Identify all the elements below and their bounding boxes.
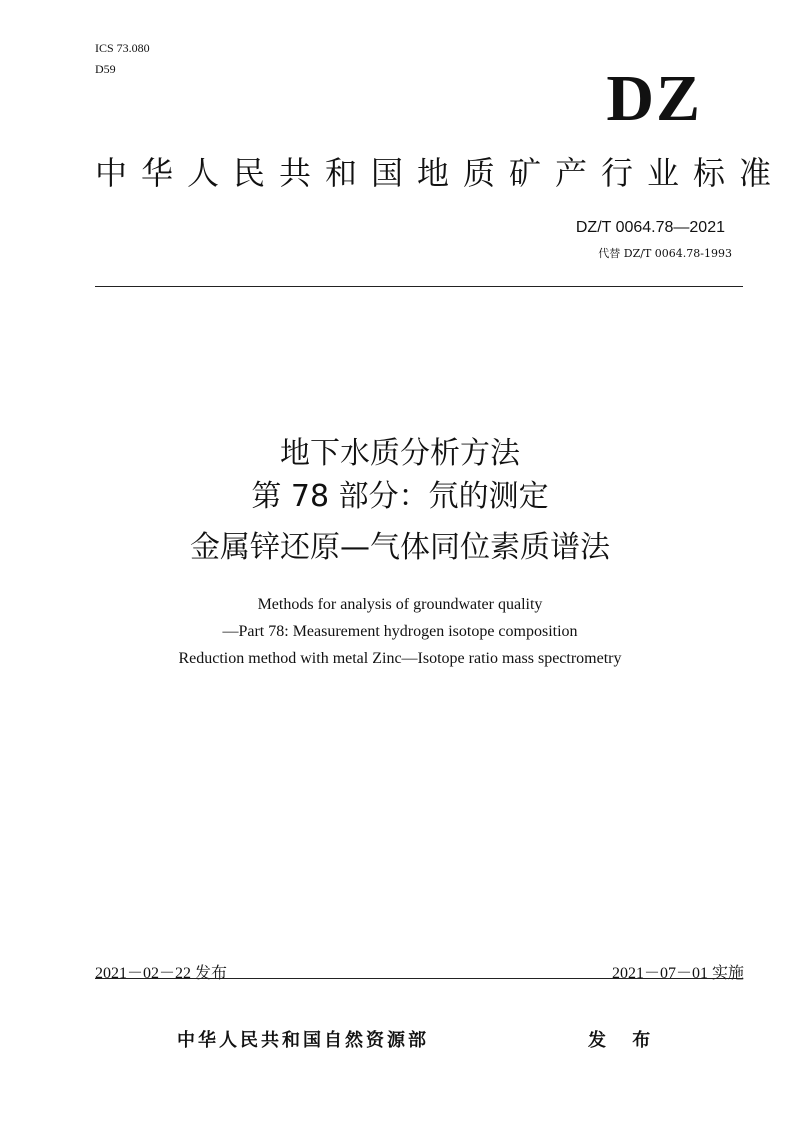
title-en-line-2: —Part 78: Measurement hydrogen isotope composition — [222, 623, 578, 640]
title-en-line-3: Reduction method with metal Zinc—Isotope ratio mass spectrometry — [178, 650, 622, 667]
dz-logo: DZ — [606, 62, 702, 135]
implement-date: 2021－07－01 实施 — [611, 965, 744, 982]
header-divider — [95, 286, 743, 287]
title-cn-line-3: 金属锌还原—气体同位素质谱法 — [190, 530, 610, 565]
ics-code: ICS 73.080 — [95, 41, 150, 55]
standard-number: DZ/T 0064.78—2021 — [575, 219, 725, 236]
footer-divider — [95, 978, 743, 979]
replaces-standard: 代替 DZ/T 0064.78-1993 — [598, 247, 732, 260]
title-cn-line-2: 第 78 部分：氘的测定 — [251, 479, 549, 514]
issuer-name: 中华人民共和国自然资源部 — [177, 1030, 429, 1051]
classification-code: D59 — [95, 62, 116, 76]
publish-date: 2021－02－22 发布 — [95, 965, 228, 982]
issue-label: 发 布 — [588, 1030, 661, 1051]
industry-standard-title: 中华人民共和国地质矿产行业标准 — [95, 154, 786, 192]
title-cn-line-1: 地下水质分析方法 — [280, 436, 520, 471]
title-en-line-1: Methods for analysis of groundwater quality — [257, 596, 543, 613]
